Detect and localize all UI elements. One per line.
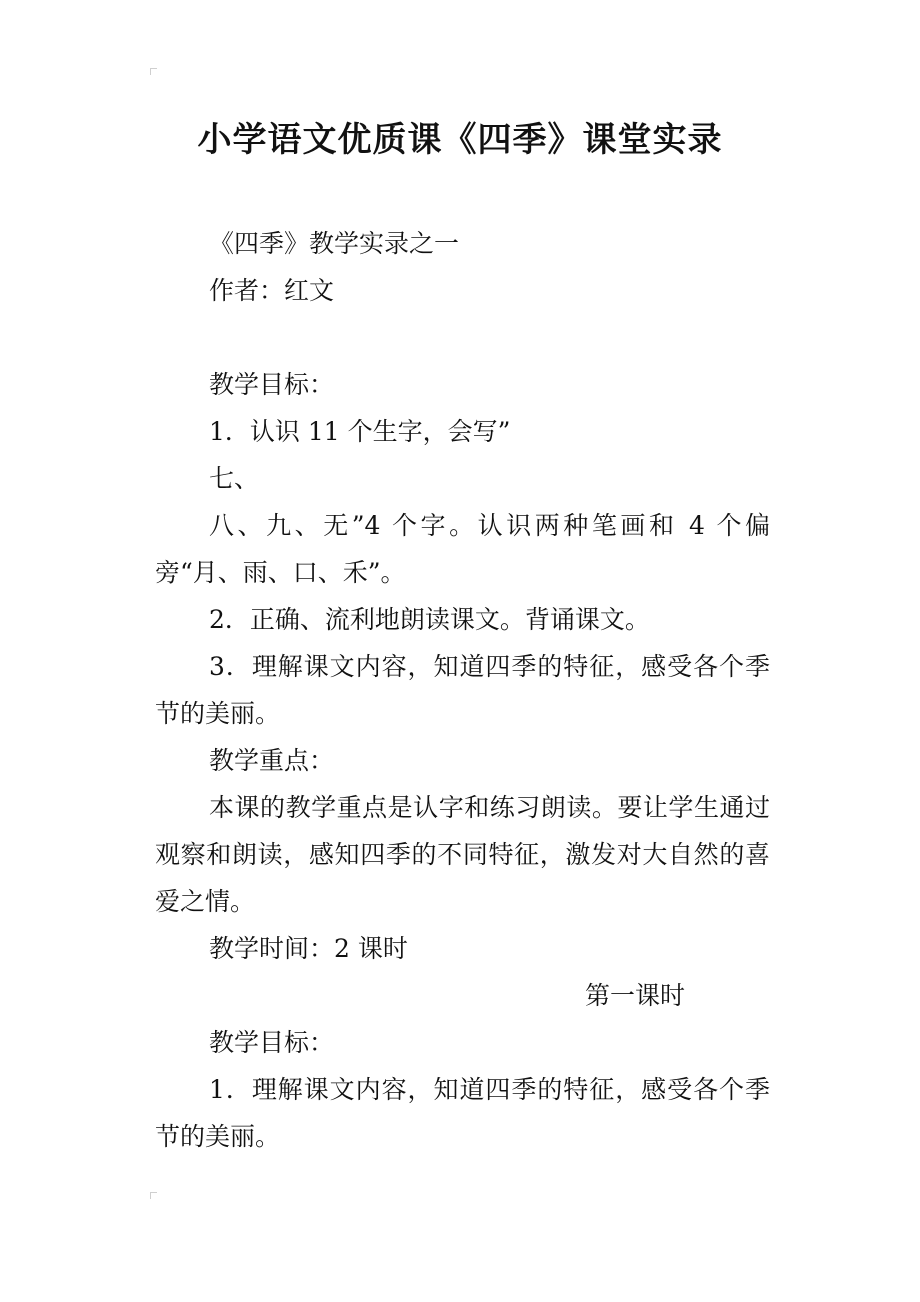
lesson-one-heading: 第一课时 <box>585 981 686 1010</box>
document-title: 小学语文优质课《四季》课堂实录 <box>197 120 723 160</box>
subtitle: 《四季》教学实录之一 <box>209 229 460 258</box>
author-line: 作者：红文 <box>209 276 335 305</box>
blank-line <box>155 314 770 361</box>
corner-mark-bottom <box>150 1192 157 1199</box>
lesson-objectives-heading: 教学目标： <box>209 1028 335 1057</box>
teaching-time: 教学时间：2 课时 <box>209 934 408 963</box>
objectives-heading: 教学目标： <box>209 370 335 399</box>
document-body <box>155 220 770 1160</box>
corner-mark-top <box>150 68 157 75</box>
objective-1-part-a: 1．认识 11 个生字，会写” <box>209 417 511 446</box>
objective-2: 2．正确、流利地朗读课文。背诵课文。 <box>209 605 650 634</box>
key-points-text: 本课的教学重点是认字和练习朗读。要让学生通过观察和朗读，感知四季的不同特征，激发对大自然的喜爱之情。 <box>155 793 770 916</box>
objective-3: 3．理解课文内容，知道四季的特征，感受各个季节的美丽。 <box>155 652 770 728</box>
objective-1-part-b: 七、 <box>209 464 260 493</box>
objective-1-part-c: 八、九、无”4 个字。认识两种笔画和 4 个偏旁“月、雨、口、禾”。 <box>155 511 770 587</box>
lesson-objective-1: 1．理解课文内容，知道四季的特征，感受各个季节的美丽。 <box>155 1075 770 1151</box>
key-points-heading: 教学重点： <box>209 746 335 775</box>
